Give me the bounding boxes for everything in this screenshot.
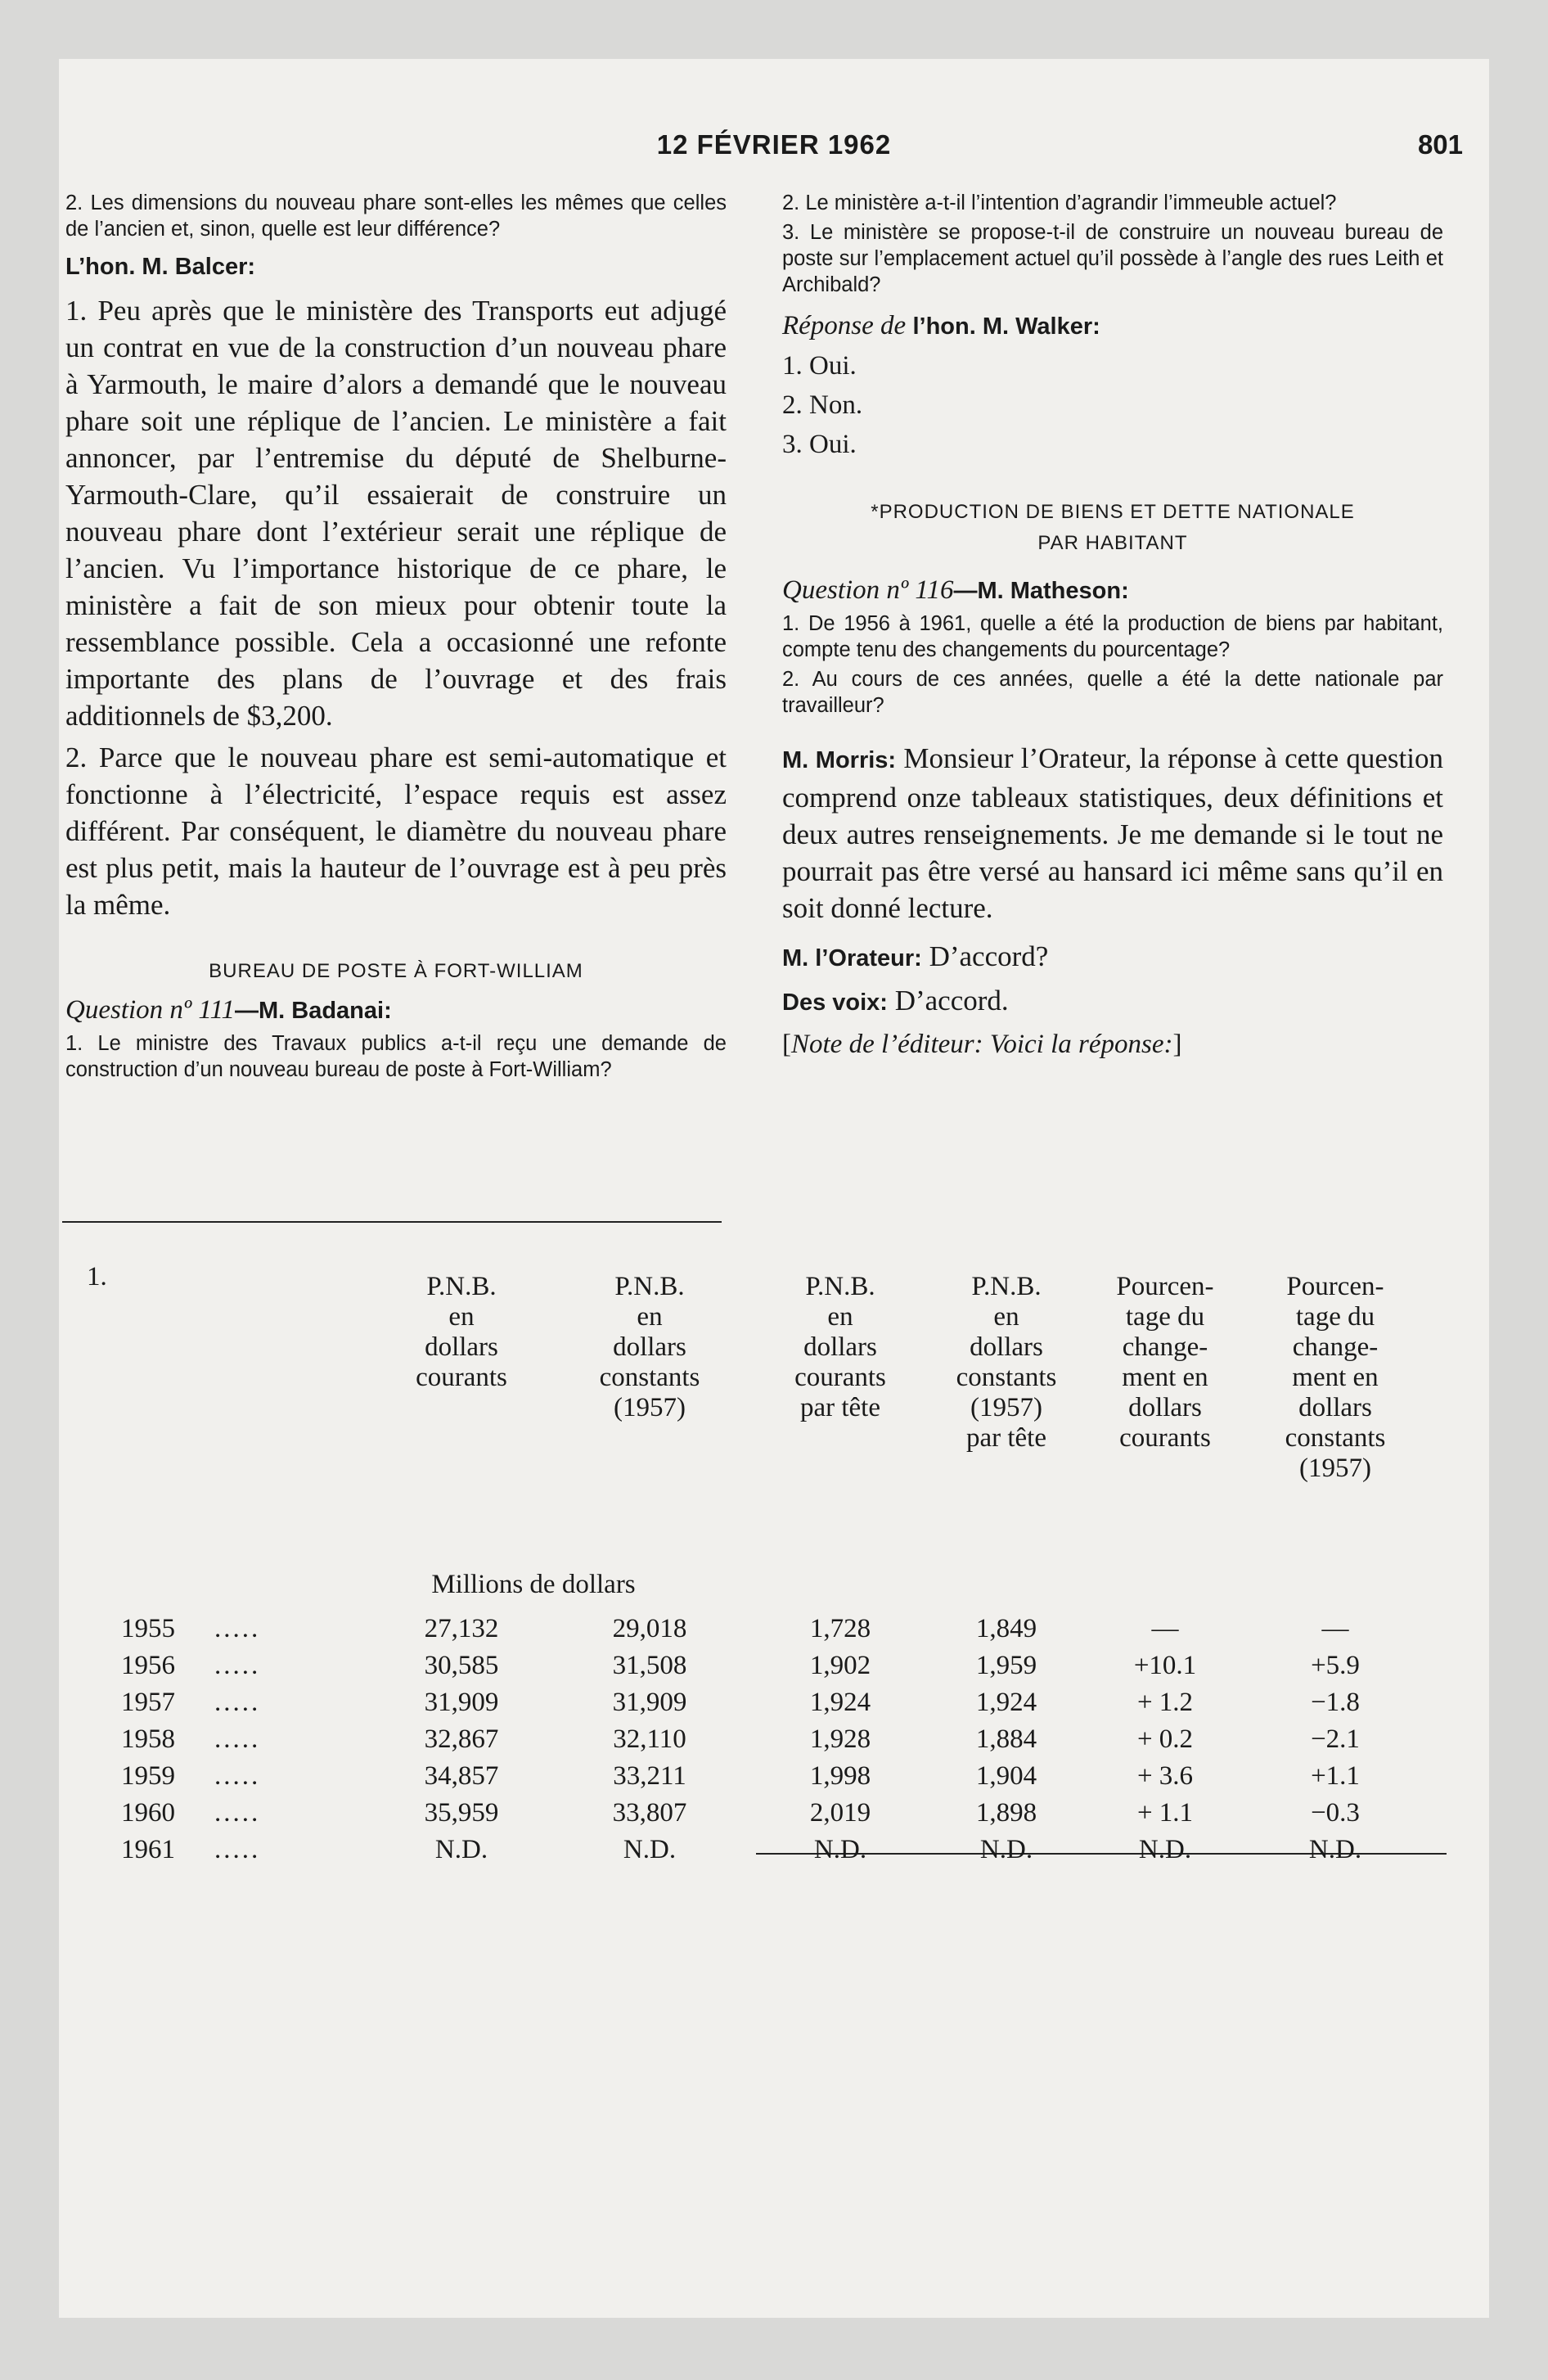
answer-2-text: 2. Parce que le nouveau phare est semi-automatique et fonctionne à l’électricité, l’espace requis est assez différent. Par conséquent, le diamètre du nouveau phare est plus petit, mais la hauteur de l’ouvrage est à peu près la même. (65, 741, 727, 921)
table-cell: 1,959 (975, 1651, 1037, 1680)
table-cell: N.D. (979, 1835, 1033, 1864)
table-cell: +10.1 (1133, 1651, 1197, 1680)
row-year: 1956 (121, 1651, 175, 1680)
page-date: 12 FÉVRIER 1962 (656, 129, 892, 160)
table-cell: + 3.6 (1136, 1761, 1194, 1791)
table-cell: 1,849 (975, 1614, 1037, 1643)
question-116-text-1: 1. De 1956 à 1961, quelle a été la production de biens par habitant, compte tenu des changements du pourcentage? (782, 612, 1443, 661)
question-3-text: 3. Le ministère se propose-t-il de construire un nouveau bureau de poste sur l’emplacement actuel qu’il possède à l’angle des rues Leith et Archibald? (782, 221, 1443, 296)
right-column (782, 190, 1443, 1060)
table-cell: + 1.1 (1136, 1798, 1194, 1828)
table-cell: 30,585 (424, 1651, 499, 1680)
question-116-text-2: 2. Au cours de ces années, quelle a été la dette nationale par travailleur? (782, 668, 1443, 717)
row-year: 1957 (121, 1688, 175, 1717)
row-leader-dots: ..... (214, 1835, 261, 1864)
orateur-speech (782, 938, 1443, 977)
table-cell: 34,857 (424, 1761, 499, 1791)
morris-text: Monsieur l’Orateur, la réponse à cette question comprend onze tableaux statistiques, deux définitions et deux autres renseignements. Je me demande si le tout ne pourrait pas être versé au hansard ici même sans qu’il en soit donné lecture. (782, 742, 1443, 924)
unit-note: Millions de dollars (431, 1570, 636, 1599)
reponse-label (782, 311, 1443, 341)
column-header-2: P.N.B. en dollars constants (1957) (599, 1272, 700, 1422)
table-cell: 1,904 (975, 1761, 1037, 1791)
row-year: 1955 (121, 1614, 175, 1643)
row-year: 1960 (121, 1798, 175, 1828)
table-cell: 27,132 (424, 1614, 499, 1643)
table-cell: 2,019 (809, 1798, 871, 1828)
table-cell: 1,728 (809, 1614, 871, 1643)
section-heading-production-line1: *PRODUCTION DE BIENS ET DETTE NATIONALE (871, 501, 1355, 523)
section-heading-fort-william: BUREAU DE POSTE À FORT-WILLIAM (209, 960, 583, 982)
table-cell: −1.8 (1311, 1688, 1360, 1717)
question-111-label (65, 995, 727, 1025)
row-leader-dots: ..... (214, 1798, 261, 1828)
row-leader-dots: ..... (214, 1724, 261, 1754)
table-cell: + 0.2 (1136, 1724, 1194, 1754)
table-cell: — (1151, 1614, 1179, 1643)
question-111-text: 1. Le ministre des Travaux publics a-t-il reçu une demande de construction d’un nouveau bureau de poste à Fort-William? (65, 1032, 727, 1081)
table-cell: 1,898 (975, 1798, 1037, 1828)
table-cell: +1.1 (1311, 1761, 1360, 1791)
table-cell: 29,018 (612, 1614, 687, 1643)
orateur-text: D’accord? (921, 940, 1049, 972)
answer-non-2: 2. Non. (782, 390, 863, 420)
table-cell: N.D. (434, 1835, 488, 1864)
table-cell: 33,211 (613, 1761, 686, 1791)
row-year: 1961 (121, 1835, 175, 1864)
table-cell: 32,110 (613, 1724, 686, 1754)
column-header-3: P.N.B. en dollars courants par tête (794, 1272, 886, 1422)
voix-speech (782, 982, 1443, 1021)
running-head (59, 129, 1489, 178)
table-cell: −2.1 (1311, 1724, 1360, 1754)
table-cell: N.D. (813, 1835, 867, 1864)
morris-speech (782, 740, 1443, 926)
table-cell: N.D. (1308, 1835, 1362, 1864)
row-year: 1958 (121, 1724, 175, 1754)
column-header-4: P.N.B. en dollars constants (1957) par tête (956, 1272, 1057, 1453)
table-cell: 1,884 (975, 1724, 1037, 1754)
table-cell: −0.3 (1311, 1798, 1360, 1828)
question-2b-text: 2. Le ministère a-t-il l’intention d’agrandir l’immeuble actuel? (782, 192, 1337, 214)
answer-oui-1: 1. Oui. (782, 351, 857, 381)
editor-note (782, 1030, 1443, 1060)
speaker-orateur: M. l’Orateur: (782, 945, 922, 971)
row-leader-dots: ..... (214, 1688, 261, 1717)
reponse-author: l’hon. M. Walker: (912, 313, 1100, 340)
answer-oui-3: 3. Oui. (782, 430, 857, 459)
table-cell: 1,928 (809, 1724, 871, 1754)
question-number: Question nº 111 (65, 995, 235, 1025)
column-header-6: Pourcen- tage du change- ment en dollars constants (1957) (1285, 1272, 1386, 1483)
row-leader-dots: ..... (214, 1614, 261, 1643)
question-2-text: 2. Les dimensions du nouveau phare sont-elles les mêmes que celles de l’ancien et, sinon, quelle est leur différence? (65, 192, 727, 241)
table-cell: 33,807 (612, 1798, 687, 1828)
editor-note-close: ] (1172, 1030, 1182, 1059)
table-cell: 35,959 (424, 1798, 499, 1828)
table-cell: 32,867 (424, 1724, 499, 1754)
page-number: 801 (1417, 129, 1463, 160)
page (59, 59, 1489, 2318)
column-header-1: P.N.B. en dollars courants (416, 1272, 507, 1392)
gdp-table (59, 1262, 1489, 1884)
table-cell: 31,909 (424, 1688, 499, 1717)
editor-note-text: Note de l’éditeur: Voici la réponse: (791, 1030, 1173, 1059)
question-number: Question nº 116 (782, 575, 954, 605)
column-header-5: Pourcen- tage du change- ment en dollars courants (1116, 1272, 1214, 1453)
editor-note-open: [ (782, 1030, 791, 1059)
left-column (65, 190, 727, 1086)
table-cell: +5.9 (1311, 1651, 1360, 1680)
speaker-balcer: L’hon. M. Balcer: (65, 254, 256, 280)
voix-text: D’accord. (887, 985, 1009, 1016)
speaker-voix: Des voix: (782, 989, 888, 1016)
table-cell: 31,508 (612, 1651, 687, 1680)
table-cell: 1,924 (809, 1688, 871, 1717)
table-cell: N.D. (623, 1835, 677, 1864)
table-top-rule-left (62, 1221, 722, 1223)
table-label: 1. (87, 1262, 107, 1291)
table-cell: 1,924 (975, 1688, 1037, 1717)
table-cell: N.D. (1138, 1835, 1192, 1864)
answer-1-text: 1. Peu après que le ministère des Transports eut adjugé un contrat en vue de la construction d’un nouveau phare à Yarmouth, le maire d’alors a demandé que le nouveau phare soit une réplique de l’ancien. Le ministère a fait annoncer, par l’entremise du député de Shelburne-Yarmouth-Clare, qu’il essaierait de construire un nouveau phare dont l’extérieur serait une réplique de l’ancien. Vu l’importance historique de ce phare, le ministère a fait de son mieux pour obtenir toute la ressemblance possible. Cela a occasionné une refonte importante des plans de l’ouvrage et des frais additionnels de $3,200. (65, 295, 727, 732)
table-cell: 1,902 (809, 1651, 871, 1680)
table-cell: — (1321, 1614, 1349, 1643)
section-heading-production-line2: PAR HABITANT (1037, 532, 1188, 554)
question-author: —M. Matheson: (953, 578, 1129, 604)
reponse-prefix: Réponse de (782, 311, 913, 340)
question-author: —M. Badanai: (235, 998, 392, 1024)
speaker-morris: M. Morris: (782, 747, 897, 773)
table-cell: 1,998 (809, 1761, 871, 1791)
row-leader-dots: ..... (214, 1651, 261, 1680)
question-116-label (782, 575, 1443, 606)
row-year: 1959 (121, 1761, 175, 1791)
table-cell: + 1.2 (1136, 1688, 1194, 1717)
table-cell: 31,909 (612, 1688, 687, 1717)
row-leader-dots: ..... (214, 1761, 261, 1791)
